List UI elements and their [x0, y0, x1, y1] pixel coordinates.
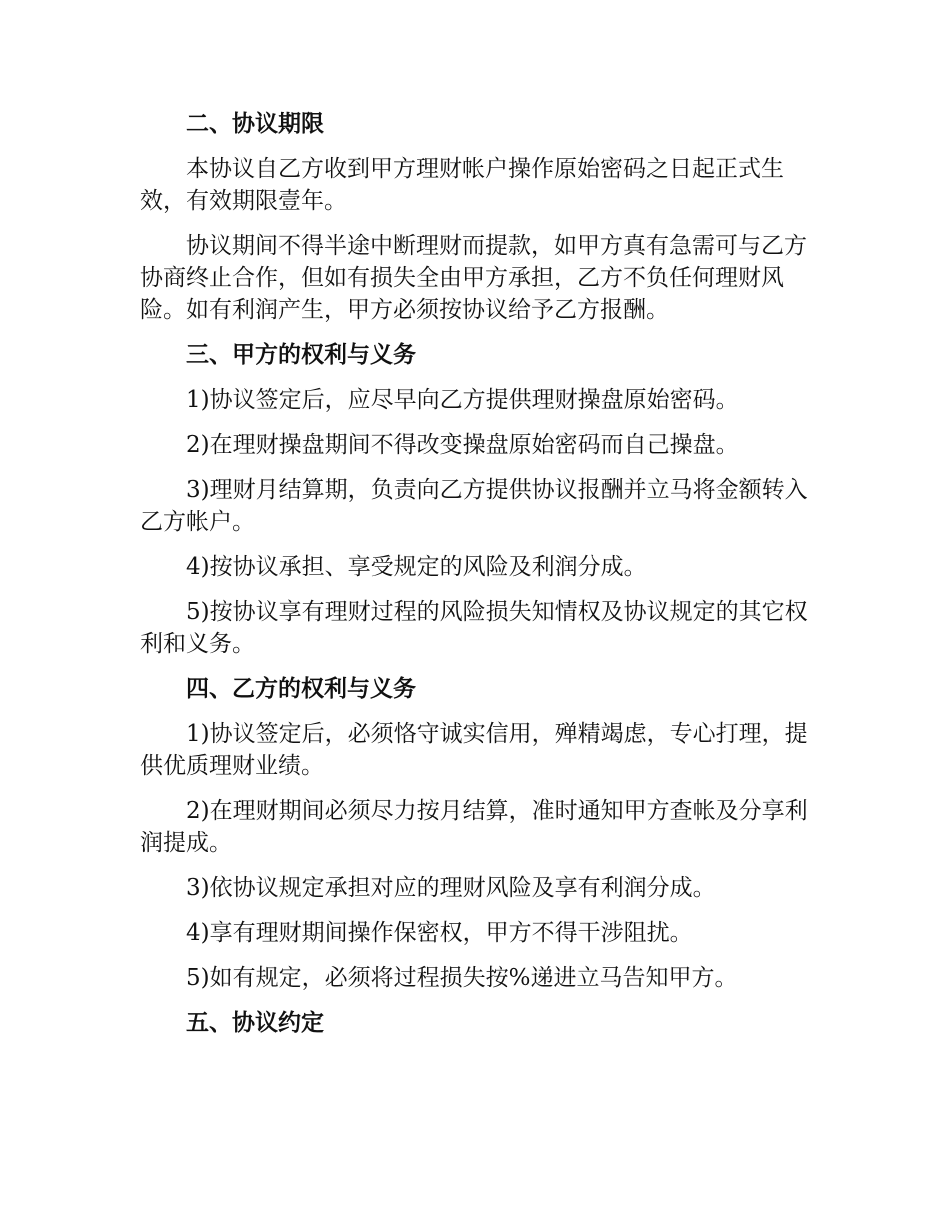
paragraph: 2)在理财操盘期间不得改变操盘原始密码而自己操盘。 — [186, 432, 739, 458]
section-term — [140, 108, 812, 326]
paragraph: 1)协议签定后，应尽早向乙方提供理财操盘原始密码。 — [186, 387, 739, 413]
paragraph: 2)在理财期间必须尽力按月结算，准时通知甲方查帐及分享利润提成。 — [140, 798, 808, 856]
section-party-a — [140, 339, 812, 660]
section-heading: 二、协议期限 — [186, 111, 324, 137]
paragraph: 3)依协议规定承担对应的理财风险及享有利润分成。 — [186, 875, 716, 901]
paragraph: 协议期间不得半途中断理财而提款，如甲方真有急需可与乙方协商终止合作，但如有损失全由甲方承担，乙方不负任何理财风险。如有利润产生，甲方必须按协议给予乙方报酬。 — [140, 233, 807, 323]
paragraph: 4)按协议承担、享受规定的风险及利润分成。 — [186, 554, 647, 580]
paragraph: 5)按协议享有理财过程的风险损失知情权及协议规定的其它权利和义务。 — [140, 599, 808, 657]
section-party-b — [140, 673, 812, 994]
section-heading: 三、甲方的权利与义务 — [186, 342, 416, 368]
paragraph: 5)如有规定，必须将过程损失按%递进立马告知甲方。 — [186, 965, 738, 991]
paragraph: 本协议自乙方收到甲方理财帐户操作原始密码之日起正式生效，有效期限壹年。 — [140, 156, 784, 214]
paragraph: 1)协议签定后，必须恪守诚实信用，殚精竭虑，专心打理，提供优质理财业绩。 — [140, 721, 808, 779]
paragraph: 4)享有理财期间操作保密权，甲方不得干涉阻扰。 — [186, 920, 693, 946]
paragraph: 3)理财月结算期，负责向乙方提供协议报酬并立马将金额转入乙方帐户。 — [140, 477, 808, 535]
document-body — [140, 108, 812, 1052]
section-agreement — [140, 1007, 812, 1039]
section-heading: 四、乙方的权利与义务 — [186, 676, 416, 702]
section-heading: 五、协议约定 — [186, 1010, 324, 1036]
